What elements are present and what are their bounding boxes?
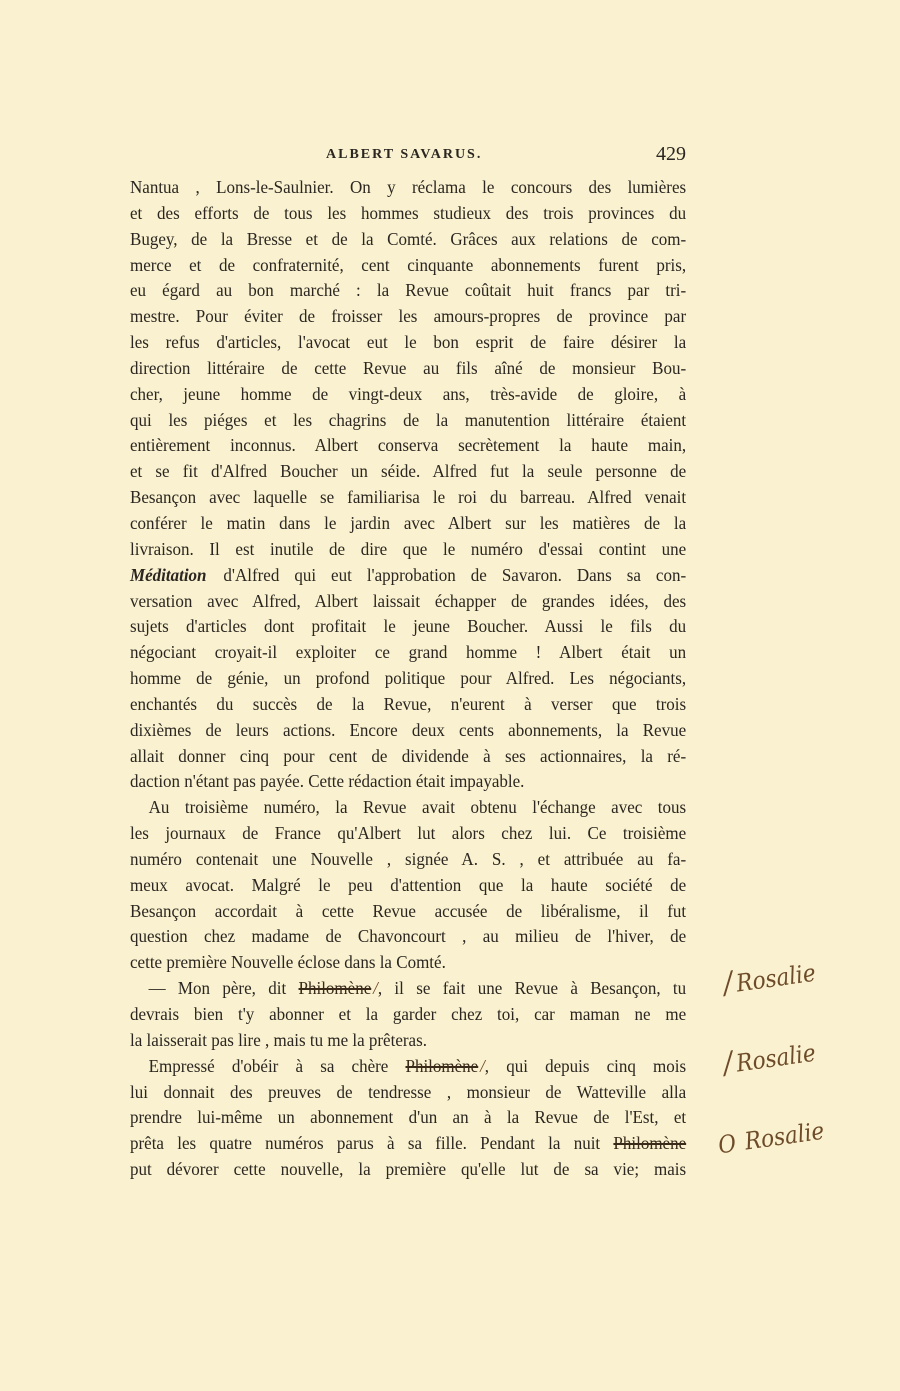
text-line <box>130 847 686 873</box>
text-segment: allait donner cinq pour cent de dividende à ses actionnaires, la ré- <box>130 745 687 766</box>
text-segment: versation avec Alfred, Albert laissait échapper de grandes idées, des <box>130 590 687 611</box>
margin-note-text: Rosalie <box>734 958 818 998</box>
text-segment: cette première Nouvelle éclose dans la Comté. <box>130 952 446 973</box>
text-line <box>130 821 686 847</box>
italic-word: Méditation <box>130 564 207 585</box>
text-segment: Besançon avec laquelle se familiarisa le roi du barreau. Alfred venait <box>130 487 687 508</box>
text-segment: direction littéraire de cette Revue au fils aîné de monsieur Bou- <box>130 357 687 378</box>
margin-note <box>716 1117 825 1160</box>
text-segment: numéro contenait une Nouvelle , signée A. S. , et attribuée au fa- <box>130 848 687 869</box>
text-segment: , il se fait une Revue à Besançon, tu <box>377 978 687 999</box>
page-number: 429 <box>656 143 686 165</box>
text-line <box>130 382 686 408</box>
text-segment: eu égard au bon marché : la Revue coûtait huit francs par tri- <box>130 280 687 301</box>
text-segment: la laisserait pas lire , mais tu me la prêteras. <box>130 1029 427 1050</box>
text-line <box>130 692 686 718</box>
margin-note-mark: / <box>721 1045 736 1082</box>
text-line <box>130 795 686 821</box>
page-header <box>130 143 686 167</box>
text-line <box>130 640 686 666</box>
text-line <box>130 175 686 201</box>
text-line <box>130 1028 686 1054</box>
text-line <box>130 485 686 511</box>
text-line <box>130 976 686 1002</box>
text-segment: entièrement inconnus. Albert conserva secrètement la haute main, <box>130 435 687 456</box>
text-line <box>130 1002 686 1028</box>
text-line <box>130 950 686 976</box>
text-segment: qui les piéges et les chagrins de la manutention littéraire étaient <box>130 409 687 430</box>
text-segment: Au troisième numéro, la Revue avait obtenu l'échange avec tous <box>148 797 687 818</box>
text-segment: , qui depuis cinq mois <box>484 1055 687 1076</box>
text-segment: prendre lui-même un abonnement d'un an à la Revue de l'Est, et <box>130 1107 687 1128</box>
margin-note <box>721 954 818 1002</box>
text-segment: mestre. Pour éviter de froisser les amours-propres de province par <box>130 306 687 327</box>
text-segment: et se fit d'Alfred Boucher un séide. Alfred fut la seule personne de <box>130 461 687 482</box>
text-line <box>130 278 686 304</box>
text-line <box>130 201 686 227</box>
text-segment: conférer le matin dans le jardin avec Albert sur les matières de la <box>130 512 687 533</box>
text-line <box>130 511 686 537</box>
text-segment: question chez madame de Chavoncourt , au milieu de l'hiver, de <box>130 926 687 947</box>
text-line <box>130 924 686 950</box>
text-line <box>130 769 686 795</box>
running-title: ALBERT SAVARUS. <box>326 147 483 162</box>
text-segment: prêta les quatre numéros parus à sa fille. Pendant la nuit <box>130 1133 614 1154</box>
text-line <box>130 899 686 925</box>
struck-word: Philomène <box>613 1133 687 1154</box>
text-line <box>130 873 686 899</box>
text-segment: — Mon père, dit <box>148 978 299 999</box>
text-line <box>130 666 686 692</box>
margin-note <box>721 1034 818 1082</box>
text-line <box>130 563 686 589</box>
text-line <box>130 1105 686 1131</box>
text-line <box>130 744 686 770</box>
handwritten-mark: / <box>373 978 378 999</box>
margin-note-mark: / <box>721 965 736 1002</box>
text-line <box>130 459 686 485</box>
text-segment: homme de génie, un profond politique pour Alfred. Les négociants, <box>130 668 687 689</box>
text-segment: d'Alfred qui eut l'approbation de Savaron. Dans sa con- <box>208 564 687 585</box>
text-line <box>130 718 686 744</box>
text-line <box>130 1080 686 1106</box>
text-line <box>130 1054 686 1080</box>
text-segment: daction n'étant pas payée. Cette rédaction était impayable. <box>130 771 525 792</box>
text-line <box>130 330 686 356</box>
text-line <box>130 304 686 330</box>
text-segment: Empressé d'obéir à sa chère <box>148 1055 406 1076</box>
text-segment: les refus d'articles, l'avocat eut le bon esprit de faire désirer la <box>130 332 687 353</box>
handwritten-mark: / <box>480 1055 485 1076</box>
text-segment: Besançon accordait à cette Revue accusée de libéralisme, il fut <box>130 900 687 921</box>
text-line <box>130 1157 686 1183</box>
text-segment: meux avocat. Malgré le peu d'attention que la haute société de <box>130 874 687 895</box>
text-line <box>130 433 686 459</box>
text-line <box>130 1131 686 1157</box>
text-line <box>130 253 686 279</box>
struck-word: Philomène <box>298 978 372 999</box>
margin-note-mark: O <box>716 1129 738 1160</box>
struck-word: Philomène <box>405 1055 479 1076</box>
text-segment: enchantés du succès de la Revue, n'eurent à verser que trois <box>130 693 687 714</box>
text-segment: et des efforts de tous les hommes studieux des trois provinces du <box>130 202 687 223</box>
text-line <box>130 408 686 434</box>
text-segment: merce et de confraternité, cent cinquante abonnements furent pris, <box>130 254 687 275</box>
text-segment: Nantua , Lons-le-Saulnier. On y réclama le concours des lumières <box>130 177 687 197</box>
text-segment: Bugey, de la Bresse et de la Comté. Grâces aux relations de com- <box>130 228 687 249</box>
text-line <box>130 227 686 253</box>
text-segment: sujets d'articles dont profitait le jeune Boucher. Aussi le fils du <box>130 616 687 637</box>
text-segment: lui donnait des preuves de tendresse , monsieur de Watteville alla <box>130 1081 687 1102</box>
text-line <box>130 537 686 563</box>
text-segment: les journaux de France qu'Albert lut alors chez lui. Ce troisième <box>130 823 687 844</box>
margin-note-text: Rosalie <box>742 1116 826 1156</box>
text-segment: devrais bien t'y abonner et la garder chez toi, car maman ne me <box>130 1004 687 1024</box>
text-segment: livraison. Il est inutile de dire que le numéro d'essai contint une <box>130 538 687 559</box>
text-line <box>130 356 686 382</box>
margin-note-text: Rosalie <box>734 1038 818 1078</box>
text-segment: dixièmes de leurs actions. Encore deux cents abonnements, la Revue <box>130 719 687 740</box>
text-line <box>130 614 686 640</box>
text-line <box>130 589 686 615</box>
text-segment: put dévorer cette nouvelle, la première qu'elle lut de sa vie; mais <box>130 1159 687 1180</box>
page-body-text <box>130 175 686 1183</box>
text-segment: négociant croyait-il exploiter ce grand homme ! Albert était un <box>130 642 687 663</box>
text-segment: cher, jeune homme de vingt-deux ans, très-avide de gloire, à <box>130 383 687 404</box>
